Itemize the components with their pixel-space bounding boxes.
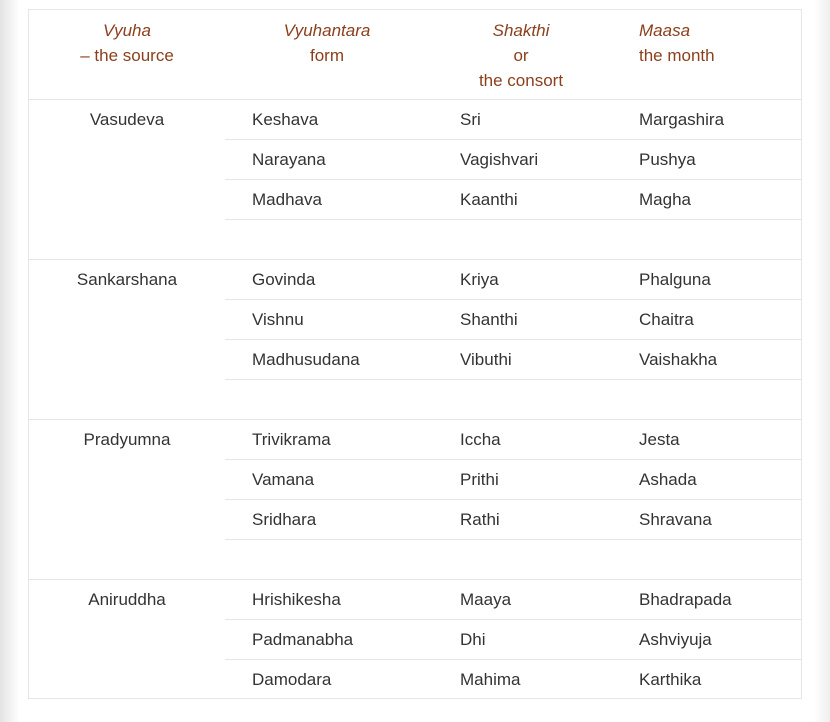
shakthi-cell: Vagishvari [460,150,539,169]
form-cell: Madhusudana [252,350,360,369]
month-cell: Margashira [639,110,725,129]
vyuha-group [29,420,801,580]
table-row [225,500,801,540]
form-cell: Vamana [252,470,315,489]
header-shakthi-title: Shakthi [492,21,550,40]
shakthi-cell: Prithi [460,470,499,489]
shakthi-cell: Mahima [460,670,521,689]
vyuha-group [29,260,801,420]
header-form-subtitle: form [310,46,344,65]
header-shakthi-subtitle-2: the consort [478,71,564,90]
vyuha-name: Vasudeva [89,110,165,129]
header-vyuha [29,18,225,68]
form-cell: Narayana [252,150,326,169]
header-maasa-title: Maasa [639,21,691,40]
table-row [225,580,801,620]
form-cell: Trivikrama [252,430,331,449]
vyuha-name: Pradyumna [83,430,171,449]
month-cell: Phalguna [639,270,711,289]
table-header [29,10,801,100]
month-cell: Vaishakha [639,350,718,369]
month-cell: Jesta [639,430,680,449]
table-row [225,100,801,140]
vyuha-name: Sankarshana [76,270,178,289]
month-cell: Karthika [639,670,702,689]
vyuha-group [29,100,801,260]
table-row [225,620,801,660]
table-row [225,140,801,180]
form-cell: Govinda [252,270,316,289]
vyuha-name: Aniruddha [88,590,166,609]
table-row [225,660,801,700]
shakthi-cell: Shanthi [460,310,518,329]
header-vyuha-title: Vyuha [103,21,151,40]
month-cell: Pushya [639,150,696,169]
form-cell: Madhava [252,190,322,209]
form-cell: Vishnu [252,310,304,329]
header-form [227,18,427,68]
month-cell: Magha [639,190,691,209]
month-cell: Shravana [639,510,712,529]
shakthi-cell: Dhi [460,630,486,649]
table-row [225,460,801,500]
month-cell: Bhadrapada [639,590,732,609]
table-row [225,300,801,340]
shakthi-cell: Maaya [460,590,512,609]
month-cell: Ashada [639,470,697,489]
form-cell: Keshava [252,110,319,129]
page-left-shadow [0,0,20,722]
shakthi-cell: Kaanthi [460,190,518,209]
shakthi-cell: Sri [460,110,481,129]
header-form-title: Vyuhantara [283,21,371,40]
table-row [225,340,801,380]
table-row [225,260,801,300]
form-cell: Padmanabha [252,630,354,649]
form-cell: Sridhara [252,510,317,529]
header-vyuha-subtitle: – the source [80,46,174,65]
month-cell: Ashviyuja [639,630,712,649]
vyuha-table [28,9,802,699]
header-maasa-subtitle: the month [639,46,715,65]
form-cell: Damodara [252,670,332,689]
vyuha-group [29,580,801,700]
month-cell: Chaitra [639,310,694,329]
page-right-shadow [814,0,830,722]
form-cell: Hrishikesha [252,590,341,609]
header-maasa [639,18,799,68]
header-shakthi-subtitle-1: or [513,46,529,65]
shakthi-cell: Rathi [460,510,500,529]
shakthi-cell: Vibuthi [460,350,512,369]
table-row [225,180,801,220]
header-shakthi [421,18,621,93]
table-row [225,420,801,460]
shakthi-cell: Kriya [460,270,499,289]
shakthi-cell: Iccha [460,430,501,449]
